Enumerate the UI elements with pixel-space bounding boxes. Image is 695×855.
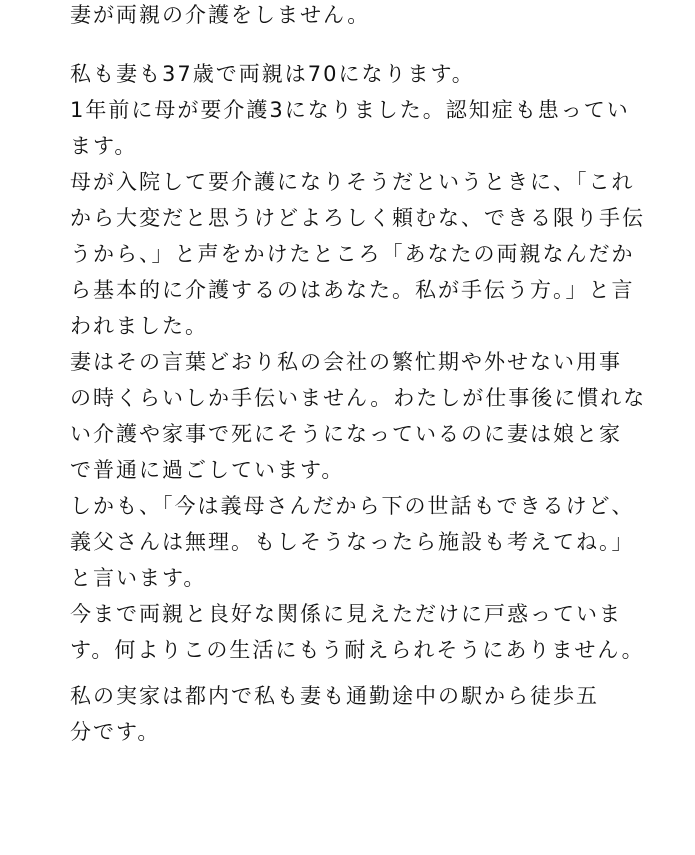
paragraph-5	[70, 488, 635, 596]
text-line: 1年前に母が要介護3になりました。認知症も患ってい	[70, 98, 630, 122]
text-line: われました。	[70, 314, 208, 338]
text-line: ら基本的に介護するのはあなた。私が手伝う方。」と言	[70, 278, 635, 302]
text-line: しかも、「今は義母さんだから下の世話もできるけど、	[70, 494, 635, 518]
text-line: 私も妻も37歳で両親は70になります。	[70, 62, 475, 86]
text-line: 分です。	[70, 720, 161, 744]
text-line: 私の実家は都内で私も妻も通勤途中の駅から徒歩五	[70, 684, 599, 708]
text-line: から大変だと思うけどよろしく頼むな、できる限り手伝	[70, 206, 645, 230]
paragraph-7	[70, 678, 630, 750]
text-line: 今まで両親と良好な関係に見えただけに戸惑っていま	[70, 602, 622, 626]
text-line: 義父さんは無理。もしそうなったら施設も考えてね。」	[70, 530, 635, 554]
text-line: い介護や家事で死にそうになっているのに妻は娘と家	[70, 422, 622, 446]
text-line: す。何よりこの生活にもう耐えられそうにありません。	[70, 638, 645, 662]
document-title: 妻が両親の介護をしません。	[70, 3, 371, 27]
text-line: と言います。	[70, 566, 207, 590]
text-line: うから、」と声をかけたところ「あなたの両親なんだか	[70, 242, 635, 266]
text-line: の時くらいしか手伝いません。わたしが仕事後に慣れな	[70, 386, 647, 410]
paragraph-6	[70, 596, 645, 668]
text-line: で普通に過ごしています。	[70, 458, 345, 482]
text-line: ます。	[70, 134, 138, 158]
text-line: 妻はその言葉どおり私の会社の繁忙期や外せない用事	[70, 350, 622, 374]
document-body	[70, 0, 647, 750]
paragraph-2	[70, 92, 630, 164]
paragraph-4	[70, 344, 647, 488]
paragraph-1	[70, 56, 630, 92]
paragraph-3	[70, 164, 645, 344]
text-line: 母が入院して要介護になりそうだというときに、「これ	[70, 170, 635, 194]
